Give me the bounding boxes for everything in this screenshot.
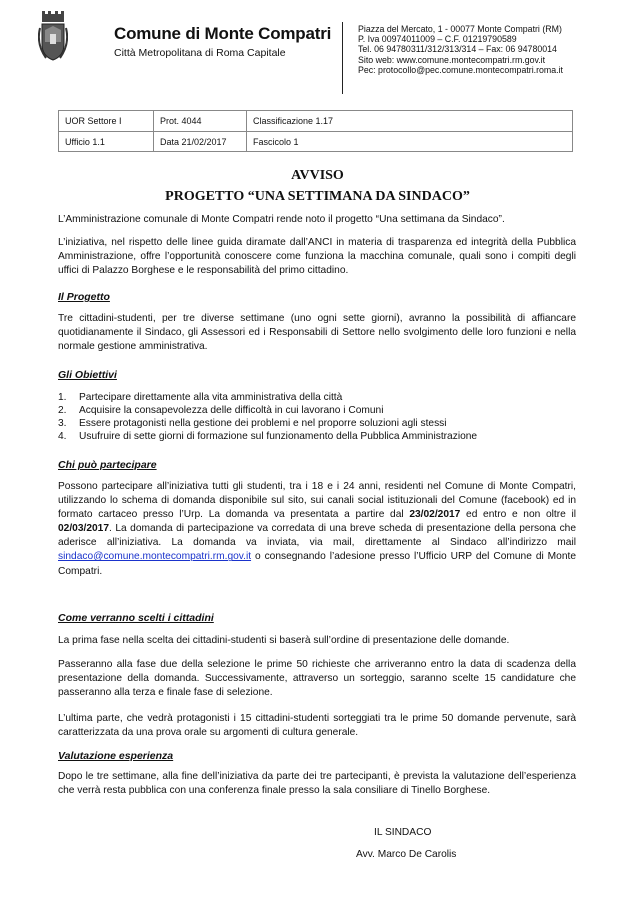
list-item: 2. Acquisire la consapevolezza delle difficoltà in cui lavorano i Comuni (58, 405, 384, 416)
valutazione-paragraph: Dopo le tre settimane, alla fine dell’iniziativa da parte dei tre partecipanti, è prevista la valutazione dell’esperienza che verrà resta pubblica con una conferenza finale presso la sala consiliare di Tinello Borghese. (58, 771, 576, 797)
municipality-subtitle: Città Metropolitana di Roma Capitale (114, 47, 286, 59)
progetto-paragraph: Tre cittadini-studenti, per tre diverse settimane (uno ogni sette giorni), avranno la possibilità di affiancare quotidianamente il Sindaco, gli Assessori ed i Responsabili di Settore nello svolgimento delle loro funzioni e nella normale gestione amministrativa. (58, 313, 576, 353)
table-row (59, 111, 573, 132)
partecipare-paragraph: Possono partecipare all’iniziativa tutti gli studenti, tra i 18 e i 24 anni, residenti nel Comune di Monte Compatri, utilizzando lo schema di domanda disponibile sul sito, sui canali social istituzionali del Comune (facebook) ed in formato cartaceo presso l’Urp. La domanda va presentata a partire dal 23/02/2017 ed entro e non oltre il 02/03/2017. La domanda di partecipazione va corredata di una breve scheda di presentazione della persona che aderisce all’iniziativa. La domanda va inviata, via mail, direttamente al Sindaco all’indirizzo mail sindaco@comune.montecompatri.rm.gov.it o consegnando l’adesione presso l’Ufficio URP del Comune di Monte Compatri. (58, 481, 577, 577)
contact-pec: Pec: protocollo@pec.comune.montecompatri.roma.it (358, 64, 563, 75)
section-heading-valutazione: Valutazione esperienza (58, 750, 174, 762)
contact-block (358, 24, 563, 75)
protocol-table (58, 110, 573, 152)
table-cell: UOR Settore I (59, 111, 154, 132)
signature-role: IL SINDACO (374, 827, 432, 838)
intro-paragraph: L’Amministrazione comunale di Monte Compatri rende noto il progetto “Una settimana da Sindaco”. (58, 214, 505, 225)
section-heading-partecipare: Chi può partecipare (58, 459, 157, 471)
table-row (59, 132, 573, 152)
section-heading-progetto: Il Progetto (58, 291, 110, 303)
intro-paragraph: L’iniziativa, nel rispetto delle linee guida diramate dall’ANCI in materia di trasparenza ed integrità della Pubblica Amministrazione, offre l’opportunità conoscere come funziona la macchina comunale, quali sono i compiti degli uffici di Palazzo Borghese e le responsabilità del primo cittadino. (58, 237, 576, 277)
table-cell: Prot. 4044 (154, 111, 247, 132)
table-cell: Data 21/02/2017 (154, 132, 247, 152)
scelta-paragraph: La prima fase nella scelta dei cittadini-studenti si baserà sull’ordine di presentazione delle domande. (58, 635, 510, 646)
table-cell: Fascicolo 1 (247, 132, 573, 152)
coat-of-arms-icon (38, 10, 68, 62)
signature-name: Avv. Marco De Carolis (356, 849, 457, 860)
list-item: 1. Partecipare direttamente alla vita amministrativa della città (58, 392, 343, 403)
table-cell: Ufficio 1.1 (59, 132, 154, 152)
scelta-paragraph: L’ultima parte, che vedrà protagonisti i 15 cittadini-studenti sorteggiati tra le prime 50 domande pervenute, sarà caratterizzata da una prova orale su argomenti di cultura generale. (58, 713, 576, 739)
mayor-email-link[interactable]: sindaco@comune.montecompatri.rm.gov.it (58, 551, 252, 563)
project-title: PROGETTO “UNA SETTIMANA DA SINDACO” (165, 189, 470, 204)
municipality-name: Comune di Monte Compatri (114, 24, 332, 43)
list-item: 3. Essere protagonisti nella gestione dei problemi e nel proporre soluzioni agli stessi (58, 418, 447, 429)
list-item: 4. Usufruire di sette giorni di formazione sul funzionamento della Pubblica Amministrazione (58, 431, 478, 442)
contact-vat: P. Iva 00974011009 – C.F. 01219790589 (358, 34, 517, 45)
header-divider (342, 22, 343, 94)
section-heading-obiettivi: Gli Obiettivi (58, 369, 117, 381)
scelta-paragraph: Passeranno alla fase due della selezione le prime 50 richieste che arriveranno entro la data di scadenza della presentazione della domanda. Successivamente, attraverso un sorteggio, saranno scelte 15 candidature che passeranno alla terza e finale fase di selezione. (58, 659, 576, 699)
section-heading-scelta: Come verranno scelti i cittadini (58, 612, 214, 624)
contact-address: Piazza del Mercato, 1 - 00077 Monte Compatri (RM) (358, 24, 562, 34)
table-cell: Classificazione 1.17 (247, 111, 573, 132)
start-date: 23/02/2017 (409, 509, 461, 521)
document-title: AVVISO (291, 168, 344, 183)
end-date: 02/03/2017 (58, 523, 109, 535)
contact-website: Sito web: www.comune.montecompatri.rm.gov.it (358, 54, 546, 65)
contact-phone: Tel. 06 94780311/312/313/314 – Fax: 06 94780014 (358, 44, 557, 55)
objectives-list (58, 391, 477, 443)
